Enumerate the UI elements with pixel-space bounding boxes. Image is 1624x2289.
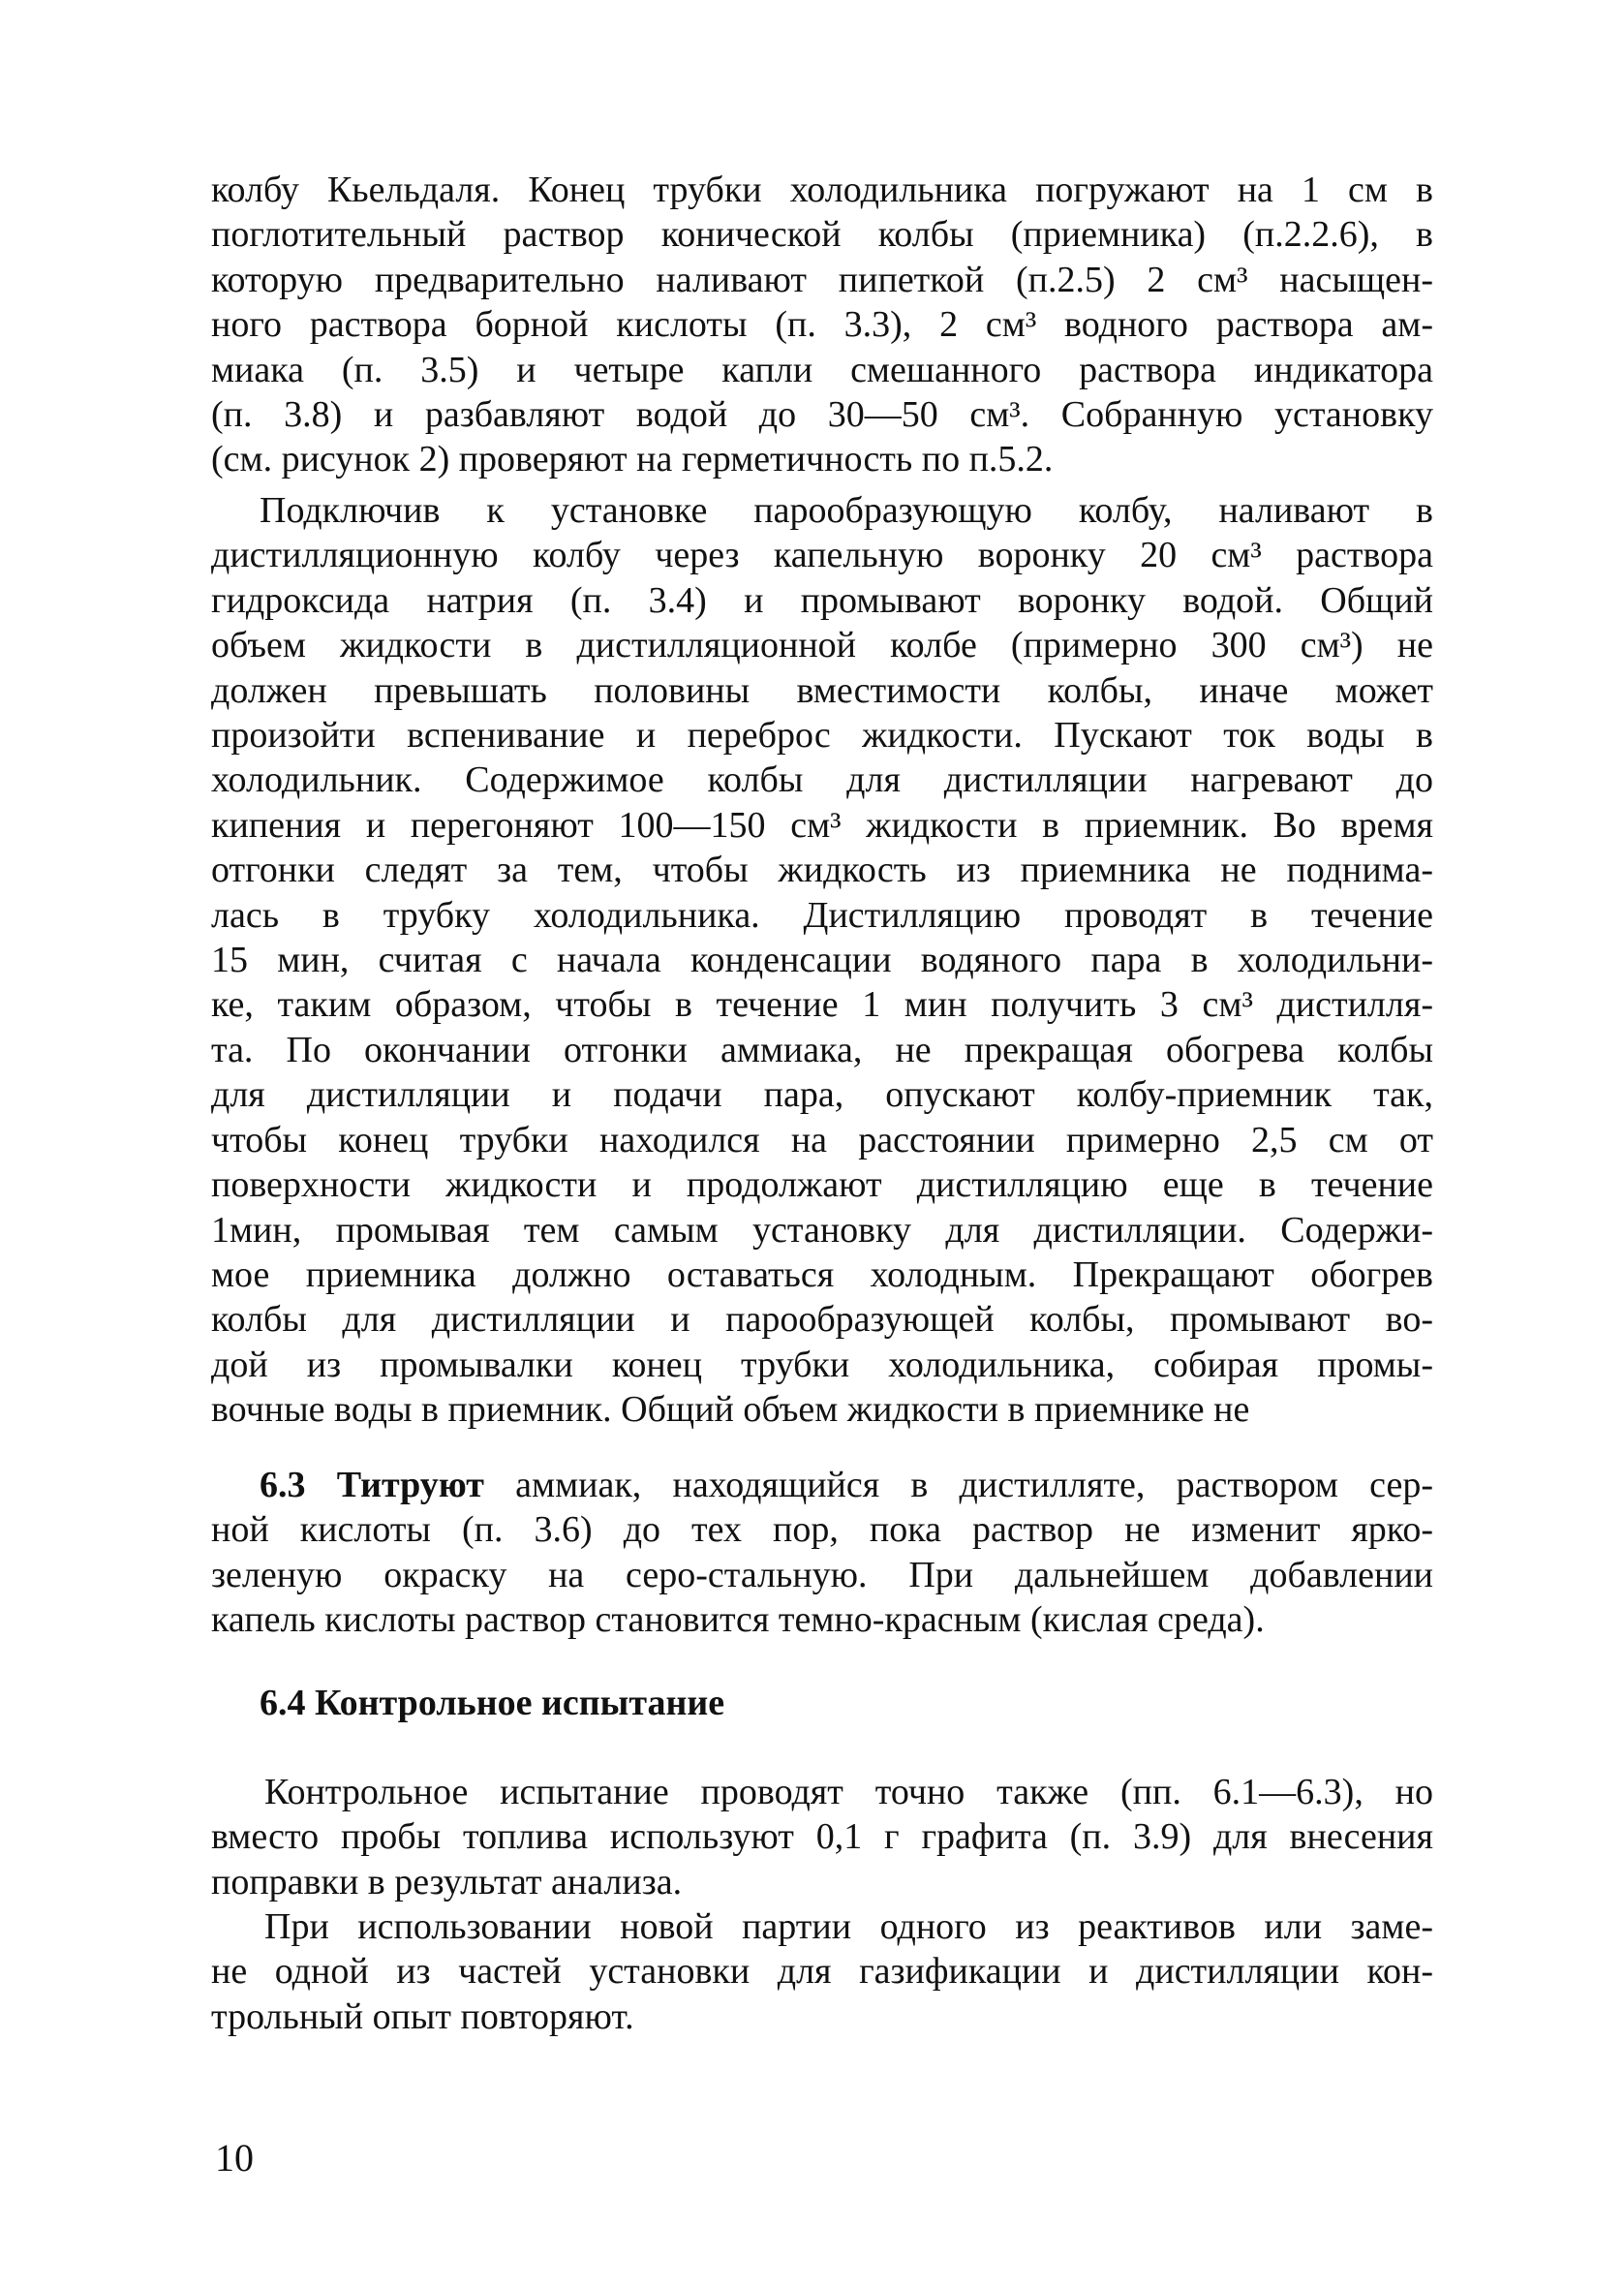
text-line: поверхности жидкости и продолжают дистилляцию еще в течение <box>211 1164 1433 1206</box>
text-line: При использовании новой партии одного из реактивов или заме- <box>264 1906 1433 1947</box>
text-line: капель кислоты раствор становится темно-красным (кислая среда). <box>211 1599 1265 1641</box>
paragraph-4 <box>211 1770 1433 1904</box>
text-line: лась в трубку холодильника. Дистилляцию проводят в течение <box>211 894 1433 936</box>
text-line: (см. рисунок 2) проверяют на герметичность по п.5.2. <box>211 439 1054 480</box>
page-number: 10 <box>215 2136 254 2180</box>
text-line: дой из промывалки конец трубки холодильника, собирая промы- <box>211 1344 1433 1385</box>
section-6-3-lead: 6.3 Титруют <box>260 1465 484 1505</box>
text-line: кипения и перегоняют 100—150 см³ жидкости в приемник. Во время <box>211 804 1433 846</box>
text-line: 15 мин, считая с начала конденсации водяного пара в холодильни- <box>211 940 1433 981</box>
text-line: колбу Кьельдаля. Конец трубки холодильника погружают на 1 см в <box>211 170 1433 210</box>
text-line: Контрольное испытание проводят точно также (пп. 6.1—6.3), но <box>264 1772 1433 1812</box>
text-line: должен превышать половины вместимости колбы, иначе может <box>211 669 1433 711</box>
text-line: произойти вспенивание и переброс жидкости. Пускают ток воды в <box>211 715 1433 757</box>
text-line: дистилляционную колбу через капельную воронку 20 см³ раствора <box>211 535 1433 576</box>
text-line: вместо пробы топлива используют 0,1 г графита (п. 3.9) для внесения <box>211 1816 1433 1858</box>
paragraph-1 <box>211 168 1433 482</box>
text-fragment: аммиак, находящийся в дистилляте, раствором сер- <box>483 1465 1434 1505</box>
text-line: поглотительный раствор конической колбы (приемника) (п.2.2.6), в <box>211 214 1433 256</box>
paragraph-3 <box>211 1463 1433 1643</box>
text-line: (п. 3.8) и разбавляют водой до 30—50 см³. Собранную установку <box>211 394 1433 436</box>
text-line: поправки в результат анализа. <box>211 1861 683 1902</box>
text-line: миака (п. 3.5) и четыре капли смешанного раствора индикатора <box>211 349 1433 390</box>
text-line: не одной из частей установки для газификации и дистилляции кон- <box>211 1951 1433 1993</box>
text-line: трольный опыт повторяют. <box>211 1995 634 2037</box>
text-line: мое приемника должно оставаться холодным. Прекращают обогрев <box>211 1253 1433 1295</box>
text-line: которую предварительно наливают пипеткой (п.2.5) 2 см³ насыщен- <box>211 259 1433 300</box>
text-line: чтобы конец трубки находился на расстоянии примерно 2,5 см от <box>211 1119 1433 1160</box>
text-line: 1мин, промывая тем самым установку для дистилляции. Содержи- <box>211 1209 1433 1251</box>
paragraph-5 <box>211 1904 1433 2039</box>
text-line: отгонки следят за тем, чтобы жидкость из приемника не поднима- <box>211 850 1433 891</box>
text-line: для дистилляции и подачи пара, опускают колбу-приемник так, <box>211 1074 1433 1116</box>
text-line: колбы для дистилляции и парообразующей колбы, промывают во- <box>211 1299 1433 1341</box>
text-line: та. По окончании отгонки аммиака, не прекращая обогрева колбы <box>211 1029 1433 1070</box>
section-heading-6-4: 6.4 Контрольное испытание <box>260 1683 725 1723</box>
text-line <box>211 1463 1433 1507</box>
text-line: ной кислоты (п. 3.6) до тех пор, пока раствор не изменит ярко- <box>211 1509 1433 1551</box>
paragraph-2 <box>211 488 1433 1433</box>
text-line: Подключив к установке парообразующую колбу, наливают в <box>260 490 1433 531</box>
text-line: ке, таким образом, чтобы в течение 1 мин получить 3 см³ дистилля- <box>211 984 1433 1026</box>
text-line: гидроксида натрия (п. 3.4) и промывают воронку водой. Общий <box>211 579 1433 621</box>
text-line: вочные воды в приемник. Общий объем жидкости в приемнике не <box>211 1389 1250 1431</box>
text-line: холодильник. Содержимое колбы для дистилляции нагревают до <box>211 759 1433 801</box>
text-line: зеленую окраску на серо-стальную. При дальнейшем добавлении <box>211 1554 1433 1595</box>
text-line: объем жидкости в дистилляционной колбе (примерно 300 см³) не <box>211 625 1433 666</box>
text-line: ного раствора борной кислоты (п. 3.3), 2 см³ водного раствора ам- <box>211 304 1433 346</box>
